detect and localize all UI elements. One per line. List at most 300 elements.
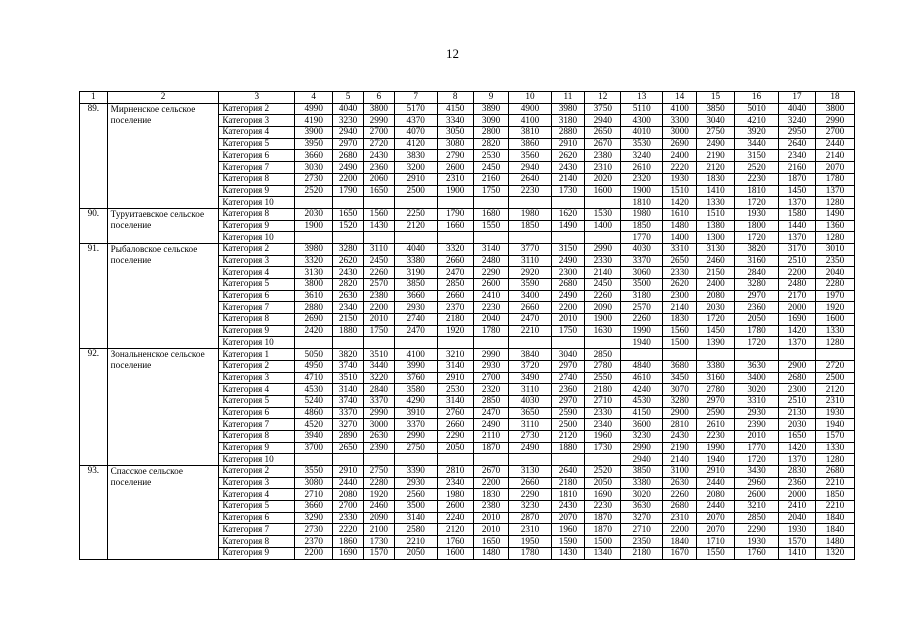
value-cell: 4530 [295,384,333,396]
value-cell: 2180 [437,314,473,326]
value-cell: 2950 [779,127,816,139]
value-cell: 2490 [473,419,509,431]
value-cell: 3170 [779,243,816,255]
value-cell: 2600 [437,162,473,174]
value-cell [551,197,585,209]
value-cell: 1560 [363,208,394,220]
value-cell: 1720 [734,232,778,244]
value-cell: 2490 [551,255,585,267]
value-cell: 3040 [551,349,585,361]
category-cell: Категория 7 [219,524,295,536]
value-cell: 2230 [585,501,621,513]
value-cell: 3230 [621,430,663,442]
category-cell: Категория 2 [219,466,295,478]
value-cell: 2620 [333,255,364,267]
value-cell: 2990 [363,115,394,127]
value-cell: 3380 [394,255,437,267]
value-cell: 3200 [394,162,437,174]
value-cell: 3610 [295,290,333,302]
value-cell: 1450 [697,325,735,337]
value-cell: 3400 [734,372,778,384]
value-cell: 3450 [663,372,697,384]
value-cell: 3280 [663,395,697,407]
value-cell: 2900 [663,407,697,419]
value-cell: 2060 [363,173,394,185]
value-cell [734,349,778,361]
value-cell: 1850 [815,489,854,501]
value-cell [585,232,621,244]
value-cell: 1610 [663,208,697,220]
value-cell: 2050 [734,314,778,326]
value-cell: 2250 [394,208,437,220]
value-cell [697,349,735,361]
value-cell: 2930 [473,360,509,372]
value-cell: 1340 [585,547,621,559]
value-cell: 2200 [551,302,585,314]
value-cell: 2650 [585,127,621,139]
value-cell: 2190 [663,442,697,454]
value-cell: 1940 [697,454,735,466]
value-cell: 1530 [585,208,621,220]
value-cell: 2630 [363,430,394,442]
value-cell: 1390 [697,337,735,349]
settlement-number: 90. [80,208,108,243]
value-cell: 3630 [734,360,778,372]
value-cell: 3380 [621,477,663,489]
category-cell: Категория 4 [219,267,295,279]
value-cell [295,337,333,349]
value-cell: 1590 [551,536,585,548]
value-cell: 2360 [734,302,778,314]
value-cell: 3140 [473,243,509,255]
value-cell: 2160 [473,173,509,185]
value-cell: 3740 [333,360,364,372]
value-cell: 3500 [394,501,437,513]
value-cell: 2420 [295,325,333,337]
column-header: 10 [509,92,551,104]
category-cell: Категория 9 [219,442,295,454]
value-cell [333,337,364,349]
value-cell: 2750 [697,127,735,139]
value-cell: 2140 [551,173,585,185]
value-cell: 2120 [437,524,473,536]
value-cell: 2710 [295,489,333,501]
value-cell: 2200 [663,524,697,536]
value-cell: 2990 [473,349,509,361]
value-cell: 2570 [363,279,394,291]
value-cell [551,337,585,349]
value-cell: 3660 [295,501,333,513]
value-cell: 1750 [551,325,585,337]
value-cell: 2850 [585,349,621,361]
value-cell: 1780 [734,325,778,337]
table-row [80,466,855,478]
value-cell: 4530 [621,395,663,407]
value-cell: 1950 [509,536,551,548]
value-cell: 1990 [697,442,735,454]
value-cell: 1810 [621,197,663,209]
value-cell: 2720 [363,138,394,150]
category-cell: Категория 9 [219,185,295,197]
category-cell: Категория 5 [219,279,295,291]
value-cell: 1980 [437,489,473,501]
value-cell: 2620 [663,279,697,291]
value-cell: 1790 [333,185,364,197]
value-cell: 2430 [333,267,364,279]
value-cell: 3910 [394,407,437,419]
value-cell: 3110 [509,384,551,396]
value-cell: 3080 [437,138,473,150]
value-cell: 1720 [734,197,778,209]
value-cell: 1960 [551,524,585,536]
value-cell: 3240 [621,150,663,162]
value-cell: 2940 [333,127,364,139]
category-cell: Категория 4 [219,489,295,501]
value-cell: 1370 [779,197,816,209]
value-cell: 5010 [734,103,778,115]
settlement-number: 91. [80,243,108,348]
value-cell: 3210 [734,501,778,513]
value-cell: 2430 [551,162,585,174]
value-cell: 3110 [363,243,394,255]
value-cell: 2300 [663,290,697,302]
value-cell: 2230 [697,430,735,442]
value-cell: 2130 [779,407,816,419]
value-cell: 4040 [394,243,437,255]
value-cell: 3220 [363,372,394,384]
value-cell: 3340 [437,115,473,127]
value-cell: 2190 [697,150,735,162]
settlement-number: 89. [80,103,108,208]
value-cell: 3110 [509,419,551,431]
value-cell [815,349,854,361]
category-cell: Категория 6 [219,150,295,162]
settlement-number: 93. [80,466,108,560]
value-cell: 3000 [363,419,394,431]
value-cell: 2640 [779,138,816,150]
value-cell: 4860 [295,407,333,419]
value-cell: 1650 [473,536,509,548]
column-header: 2 [107,92,219,104]
value-cell: 3920 [734,127,778,139]
value-cell: 2290 [734,524,778,536]
value-cell: 4070 [394,127,437,139]
value-cell: 2180 [551,477,585,489]
category-cell: Категория 10 [219,232,295,244]
value-cell: 1930 [779,524,816,536]
value-cell [363,197,394,209]
value-cell: 4150 [621,407,663,419]
settlement-name: Мирненское сельское поселение [107,103,219,208]
value-cell: 2120 [551,430,585,442]
value-cell: 3850 [394,279,437,291]
value-cell: 2840 [734,267,778,279]
category-cell: Категория 4 [219,384,295,396]
value-cell: 1800 [734,220,778,232]
value-cell: 2560 [394,489,437,501]
value-cell: 1830 [473,489,509,501]
value-cell: 3800 [815,103,854,115]
value-cell: 1630 [585,325,621,337]
category-cell: Категория 7 [219,302,295,314]
value-cell: 2110 [473,430,509,442]
value-cell: 1900 [585,314,621,326]
value-cell: 2330 [663,267,697,279]
value-cell: 2030 [779,419,816,431]
value-cell: 1600 [585,185,621,197]
value-cell: 3830 [394,150,437,162]
value-cell: 3100 [663,466,697,478]
value-cell: 2140 [585,267,621,279]
value-cell: 3300 [663,115,697,127]
value-cell: 1780 [473,325,509,337]
value-cell: 3700 [295,442,333,454]
value-cell [585,337,621,349]
value-cell: 2180 [621,547,663,559]
value-cell: 2360 [551,384,585,396]
value-cell: 2080 [697,489,735,501]
value-cell [363,454,394,466]
value-cell: 1770 [734,442,778,454]
value-cell: 2140 [815,150,854,162]
value-cell: 1520 [333,220,364,232]
value-cell: 2650 [663,255,697,267]
value-cell: 2300 [779,384,816,396]
value-cell: 2280 [363,477,394,489]
value-cell: 2440 [815,138,854,150]
value-cell: 1510 [663,185,697,197]
value-cell: 2590 [697,407,735,419]
category-cell: Категория 7 [219,162,295,174]
value-cell: 1710 [697,536,735,548]
category-cell: Категория 3 [219,477,295,489]
value-cell: 2360 [779,477,816,489]
value-cell: 1730 [585,442,621,454]
value-cell: 1680 [473,208,509,220]
value-cell: 1930 [734,536,778,548]
value-cell: 2500 [815,372,854,384]
value-cell: 5110 [621,103,663,115]
category-cell: Категория 7 [219,419,295,431]
value-cell: 3080 [295,477,333,489]
column-header: 12 [585,92,621,104]
category-cell: Категория 2 [219,103,295,115]
value-cell: 2750 [394,442,437,454]
value-cell: 3040 [697,115,735,127]
value-cell: 2930 [394,302,437,314]
value-cell: 1280 [815,197,854,209]
value-cell: 2230 [734,173,778,185]
settlement-name: Спасское сельское поселение [107,466,219,560]
value-cell: 2610 [621,162,663,174]
table-row [80,103,855,115]
value-cell: 2380 [585,150,621,162]
value-cell [509,197,551,209]
value-cell: 2210 [394,536,437,548]
value-cell: 2990 [621,442,663,454]
value-cell: 1750 [363,325,394,337]
page-number: 12 [446,46,459,61]
value-cell: 3160 [697,372,735,384]
value-cell: 2200 [779,267,816,279]
value-cell: 4150 [437,103,473,115]
value-cell: 1570 [815,430,854,442]
value-cell: 2910 [697,466,735,478]
value-cell: 1370 [779,337,816,349]
value-cell: 2740 [394,314,437,326]
value-cell: 2880 [551,127,585,139]
value-cell: 2120 [815,384,854,396]
value-cell: 2850 [734,512,778,524]
value-cell: 2700 [363,127,394,139]
value-cell: 4840 [621,360,663,372]
column-header: 9 [473,92,509,104]
value-cell: 2970 [333,138,364,150]
value-cell: 2590 [551,407,585,419]
value-cell: 4950 [295,360,333,372]
value-cell: 3430 [734,466,778,478]
value-cell: 1930 [734,208,778,220]
value-cell: 2260 [585,290,621,302]
value-cell: 1830 [697,173,735,185]
value-cell: 1490 [551,220,585,232]
column-header: 7 [394,92,437,104]
value-cell: 3740 [333,395,364,407]
value-cell: 2780 [697,384,735,396]
value-cell: 2160 [779,162,816,174]
value-cell: 2350 [621,536,663,548]
value-cell: 2200 [333,173,364,185]
value-cell: 2480 [473,255,509,267]
value-cell: 3390 [394,466,437,478]
value-cell: 3130 [295,267,333,279]
value-cell: 1570 [363,547,394,559]
value-cell: 2550 [585,372,621,384]
value-cell: 3860 [509,138,551,150]
value-cell: 1900 [621,185,663,197]
value-cell: 2460 [363,501,394,513]
value-cell: 1980 [509,208,551,220]
value-cell: 1280 [815,454,854,466]
value-cell: 3980 [551,103,585,115]
value-cell: 2200 [295,547,333,559]
value-cell: 4990 [295,103,333,115]
column-header: 5 [333,92,364,104]
value-cell: 4610 [621,372,663,384]
value-cell: 2880 [295,302,333,314]
value-cell: 2820 [333,279,364,291]
value-cell: 3800 [363,103,394,115]
value-cell: 2600 [473,279,509,291]
value-cell: 2050 [437,442,473,454]
value-cell: 2710 [585,395,621,407]
value-cell: 1870 [585,524,621,536]
value-cell: 2490 [697,138,735,150]
value-cell: 1480 [473,547,509,559]
value-cell: 2090 [363,512,394,524]
value-cell: 2680 [551,279,585,291]
value-cell: 3490 [509,372,551,384]
value-cell: 1490 [815,208,854,220]
value-cell: 3510 [363,349,394,361]
category-cell: Категория 6 [219,512,295,524]
column-header: 1 [80,92,108,104]
value-cell: 2930 [394,477,437,489]
value-cell: 2940 [585,115,621,127]
value-cell: 2000 [779,489,816,501]
value-cell [779,349,816,361]
value-cell: 1720 [734,337,778,349]
value-cell: 3280 [333,243,364,255]
category-cell: Категория 8 [219,208,295,220]
value-cell [394,337,437,349]
value-cell [509,232,551,244]
value-cell: 2970 [551,395,585,407]
value-cell: 1670 [663,547,697,559]
value-cell: 1330 [815,325,854,337]
value-cell: 2440 [697,477,735,489]
value-cell: 4240 [621,384,663,396]
value-cell: 3320 [295,255,333,267]
value-cell: 3310 [663,243,697,255]
value-cell: 3850 [621,466,663,478]
value-cell: 2640 [551,466,585,478]
category-cell: Категория 9 [219,220,295,232]
value-cell: 5240 [295,395,333,407]
value-cell: 4190 [295,115,333,127]
value-cell: 2070 [815,162,854,174]
value-cell: 2170 [779,290,816,302]
value-cell: 2430 [363,150,394,162]
value-cell: 2400 [697,279,735,291]
value-cell: 1420 [779,325,816,337]
value-cell: 1280 [815,232,854,244]
value-cell: 2380 [363,290,394,302]
value-cell: 3020 [734,384,778,396]
value-cell: 2490 [551,290,585,302]
value-cell: 3990 [394,360,437,372]
value-cell: 1920 [437,325,473,337]
value-cell: 2370 [295,536,333,548]
value-cell: 1370 [779,454,816,466]
category-cell: Категория 8 [219,430,295,442]
value-cell: 1650 [333,208,364,220]
settlement-name: Рыбаловское сельское поселение [107,243,219,348]
value-cell: 2260 [363,267,394,279]
value-cell: 2720 [815,360,854,372]
value-cell: 3370 [363,395,394,407]
value-cell: 2470 [394,325,437,337]
value-cell: 2010 [363,314,394,326]
value-cell: 1440 [779,220,816,232]
value-cell: 3890 [473,103,509,115]
value-cell: 2400 [663,150,697,162]
value-cell: 1870 [779,173,816,185]
value-cell [394,454,437,466]
value-cell: 2660 [437,290,473,302]
value-cell: 2320 [621,173,663,185]
value-cell: 2150 [333,314,364,326]
value-cell: 2850 [437,279,473,291]
value-cell: 2260 [621,314,663,326]
value-cell: 4210 [734,115,778,127]
value-cell: 2010 [551,314,585,326]
value-cell: 3090 [473,115,509,127]
value-cell: 1300 [697,232,735,244]
value-cell: 3010 [815,243,854,255]
value-cell: 2460 [697,255,735,267]
value-cell: 3760 [394,372,437,384]
